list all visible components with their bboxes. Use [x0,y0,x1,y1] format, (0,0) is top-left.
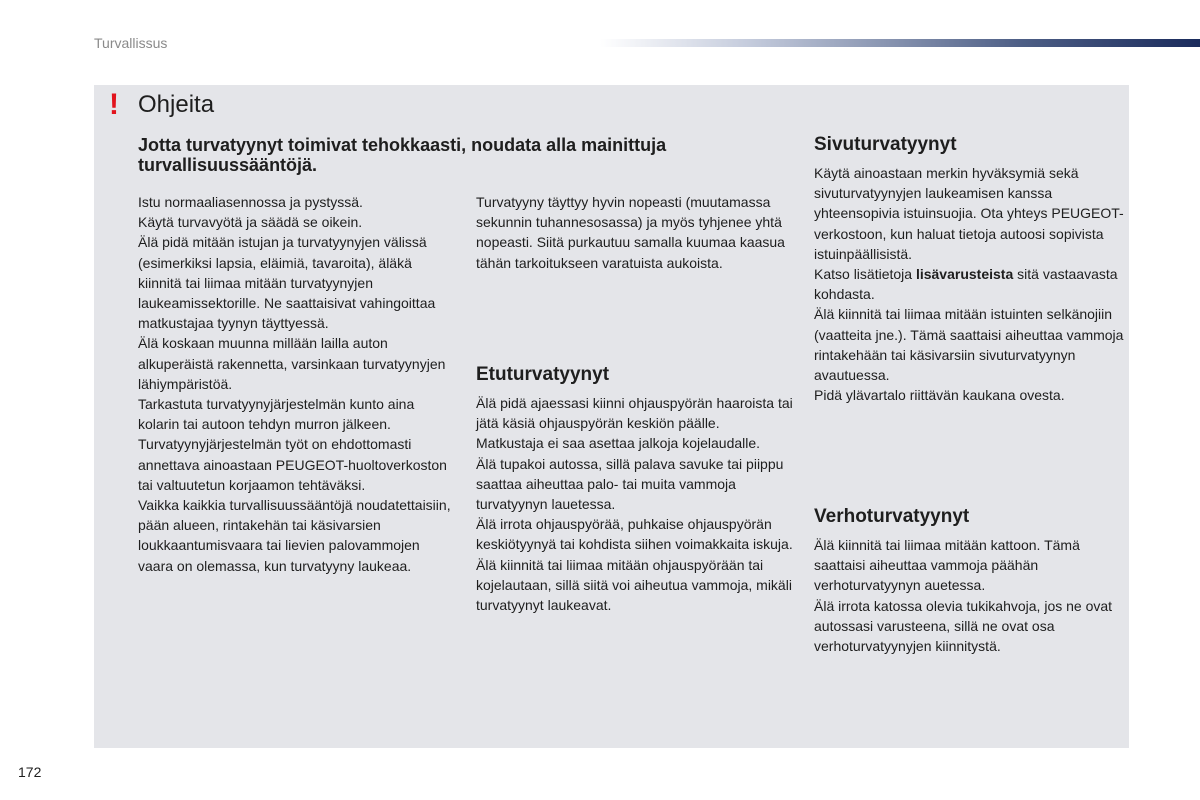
rule-paragraph: Älä pidä mitään istujan ja turvatyynyjen välissä (esimerkiksi lapsia, eläimiä, tavaroita), äläkä kiinnitä tai liimaa mitään turvatyynyjen laukeamissektorille. Ne saattaisivat vahingoittaa matkustajaa tyynyn täyttyessä. [138,234,436,332]
front-airbags-section [476,363,796,615]
inflation-note-column [476,192,796,273]
side-airbag-paragraph: Älä kiinnitä tai liimaa mitään istuinten selkänojiin (vaatteita jne.). Tämä saattaisi aiheuttaa vammoja rintakehään tai käsivarsiin sivuturvatyynyn avautuessa. [814,306,1124,384]
rule-paragraph: Vaikka kaikkia turvallisuussääntöjä noudatettaisiin, pään alueen, rintakehän tai käsivarsien loukkaantumisvaara tai lievien palovammojen vaara on olemassa, kun turvatyyny laukeaa. [138,497,451,574]
curtain-airbag-paragraph: Älä kiinnitä tai liimaa mitään kattoon. Tämä saattaisi aiheuttaa vammoja päähän verhoturvatyynyn auetessa. [814,537,1080,594]
side-airbags-title: Sivuturvatyynyt [814,134,957,155]
running-head: Turvallissus [94,35,168,51]
rule-paragraph: Istu normaaliasennossa ja pystyssä. [138,194,363,210]
general-rules-column [138,192,458,576]
front-airbag-paragraph: Älä tupakoi autossa, sillä palava savuke tai piippu saattaa aiheuttaa palo- tai muita vammoja turvatyynyn lauetessa. [476,455,784,513]
reference-suffix: sitä vastaavasta kohdasta. [814,266,1118,303]
rule-paragraph: Tarkastuta turvatyynyjärjestelmän kunto aina kolarin tai autoon tehdyn murron jälkeen. [138,396,415,433]
header-gradient-bar [600,39,1200,47]
rule-paragraph: Turvatyynyjärjestelmän työt on ehdottomasti annettava ainoastaan PEUGEOT-huoltoverkoston tai valtuutetun korjaamon tehtäväksi. [138,436,447,493]
section-title: Ohjeita [138,91,215,118]
front-airbags-title: Etuturvatyynyt [476,364,610,385]
page-number: 172 [18,764,42,780]
front-airbag-paragraph: Matkustaja ei saa asettaa jalkoja kojelaudalle. [476,435,761,452]
side-airbag-intro: Käytä ainoastaan merkin hyväksymiä sekä sivuturvatyynyjen laukeamisen kanssa yhteensopivia istuinsuojia. Ota yhteys PEUGEOT-verkostoon, kun haluat tietoja autoosi sopivista istuinpäällisistä. [814,165,1124,262]
exclamation-icon: ! [109,88,119,121]
front-airbag-paragraph: Älä kiinnitä tai liimaa mitään ohjauspyörään tai kojelautaan, sillä siitä voi aiheutua vammoja, mikäli turvatyynyt laukeavat. [476,556,792,614]
reference-prefix: Katso lisätietoja [814,266,916,283]
side-airbags-section [814,133,1124,405]
lead-heading: Jotta turvatyynyt toimivat tehokkaasti, noudata alla mainittuja turvallisuussääntöjä. [138,135,667,175]
curtain-airbags-title: Verhoturvatyynyt [814,506,970,527]
side-airbag-paragraph: Pidä ylävartalo riittävän kaukana ovesta. [814,387,1065,404]
accessories-link[interactable]: lisävarusteista [915,266,1014,283]
rule-paragraph: Käytä turvavyötä ja säädä se oikein. [138,214,363,231]
side-airbag-reference [814,264,1124,304]
curtain-airbags-section [814,505,1124,656]
rule-paragraph: Älä koskaan muunna millään lailla auton alkuperäistä rakennetta, varsinkaan turvatyynyjen lähiympäristöä. [138,335,446,392]
front-airbag-paragraph: Älä pidä ajaessasi kiinni ohjauspyörän haaroista tai jätä käsiä ohjauspyörän keskiön päälle. [476,395,793,432]
front-airbag-paragraph: Älä irrota ohjauspyörää, puhkaise ohjauspyörän keskiötyynyä tai kohdista siihen voimakkaita iskuja. [476,516,793,553]
inflation-note: Turvatyyny täyttyy hyvin nopeasti (muutamassa sekunnin tuhannesosassa) ja myös tyhjenee yhtä nopeasti. Siitä purkautuu samalla kuumaa kaasua tähän tarkoitukseen varatuista aukoista. [476,194,785,271]
curtain-airbag-paragraph: Älä irrota katossa olevia tukikahvoja, jos ne ovat autossasi varusteena, sillä ne ovat osa verhoturvatyynyjen kiinnitystä. [814,597,1113,655]
